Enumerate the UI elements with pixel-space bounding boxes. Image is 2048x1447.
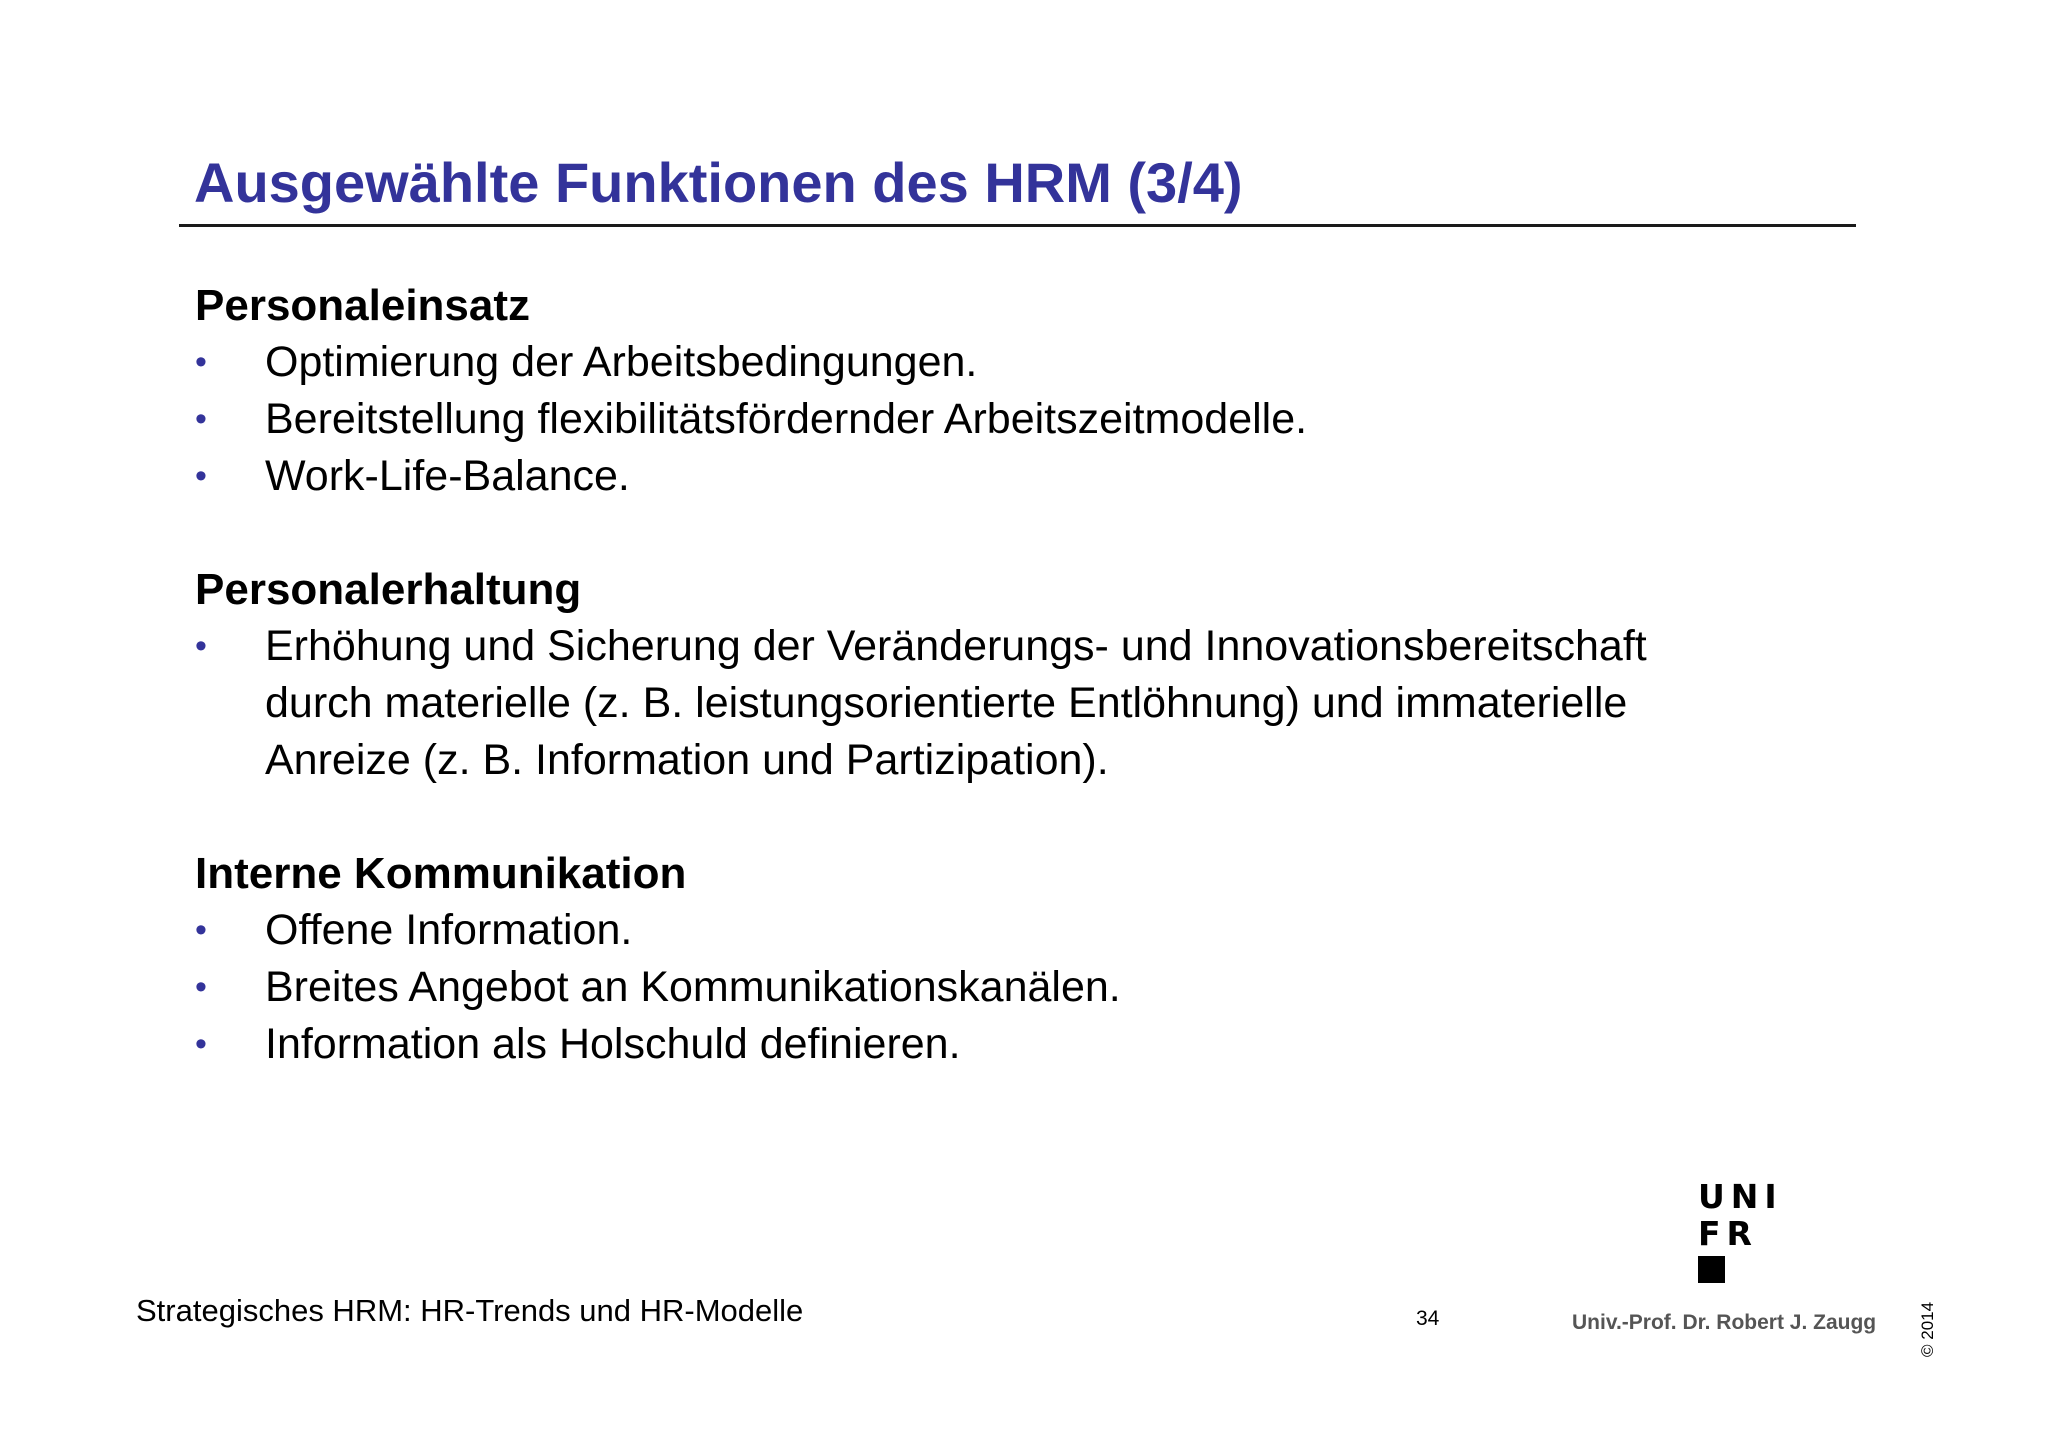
section-heading: Interne Kommunikation [195,849,687,898]
bullet-text: Offene Information. [265,906,633,954]
bullet-icon: • [195,400,207,438]
university-logo [1698,1178,1793,1286]
section-heading: Personalerhaltung [195,565,582,614]
slide-content [195,278,1895,1130]
section-heading: Personaleinsatz [195,281,531,330]
section-interne-kommunikation [195,846,1895,1073]
bullet-icon: • [195,457,207,495]
title-divider [179,224,1856,227]
bullet-icon: • [195,968,207,1006]
bullet-list [195,334,1895,505]
logo-line-uni: UNI [1698,1177,1783,1216]
bullet-icon: • [195,911,207,949]
section-personaleinsatz [195,278,1895,505]
section-personalerhaltung [195,562,1895,789]
bullet-item [195,334,1895,391]
bullet-list [195,902,1895,1073]
bullet-item [195,391,1895,448]
copyright-notice: © 2014 [1918,1301,1937,1357]
page-number: 34 [1416,1307,1440,1330]
bullet-list [195,618,1895,789]
logo-line-fr: FR [1698,1214,1758,1253]
bullet-icon: • [195,1025,207,1063]
bullet-text: Bereitstellung flexibilitätsfördernder Arbeitszeitmodelle. [265,395,1308,443]
logo-square-icon [1698,1256,1725,1283]
bullet-text: Information als Holschuld definieren. [265,1020,961,1068]
bullet-text: Erhöhung und Sicherung der Veränderungs- und Innovationsbereitschaft durch materielle (z. B. leistungsorientierte Entlöhnung) und immaterielle Anreize (z. B. Information und Partizipation). [265,622,1647,784]
bullet-item [195,959,1895,1016]
bullet-item [195,902,1895,959]
bullet-item [195,1016,1895,1073]
bullet-icon: • [195,343,207,381]
slide-title: Ausgewählte Funktionen des HRM (3/4) [194,151,1243,214]
bullet-item [195,448,1895,505]
bullet-text: Breites Angebot an Kommunikationskanälen. [265,963,1121,1011]
footer-course-title: Strategisches HRM: HR-Trends und HR-Modelle [136,1293,804,1328]
footer-author: Univ.-Prof. Dr. Robert J. Zaugg [1572,1311,1877,1334]
bullet-text: Work-Life-Balance. [265,452,630,500]
bullet-text: Optimierung der Arbeitsbedingungen. [265,338,978,386]
bullet-icon: • [195,627,207,665]
bullet-item [195,618,1665,789]
